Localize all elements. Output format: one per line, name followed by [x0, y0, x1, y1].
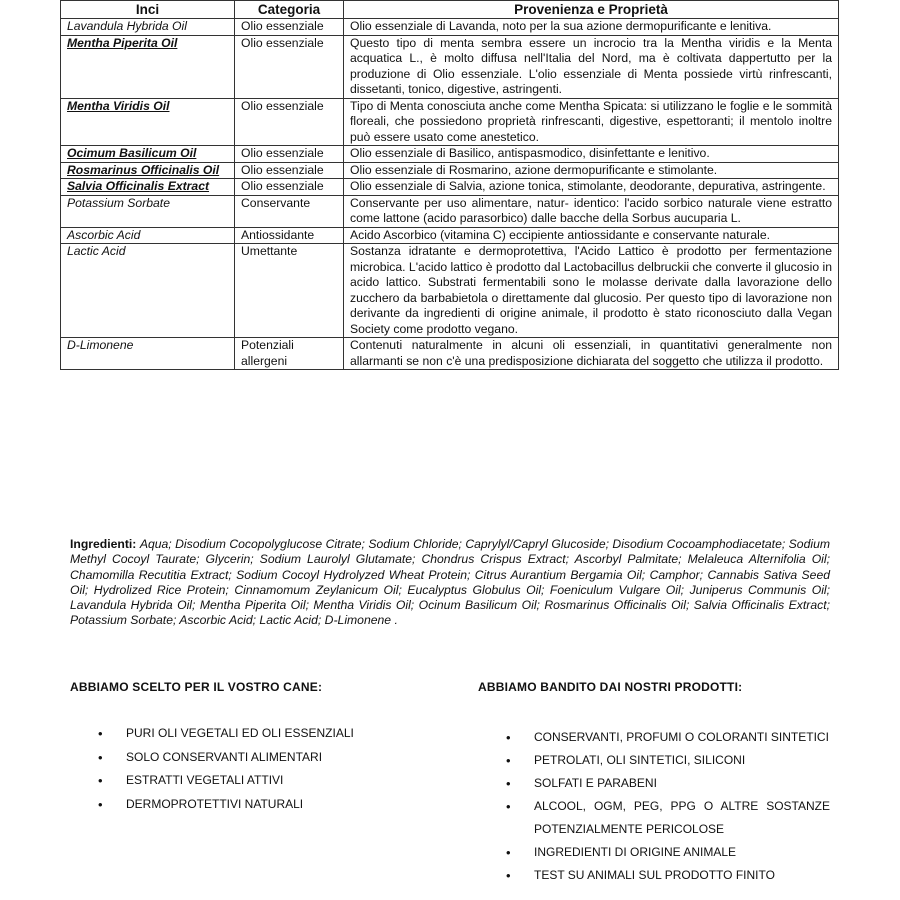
table-row	[61, 195, 839, 227]
categoria-cell: Umettante	[235, 244, 344, 338]
table-row	[61, 19, 839, 36]
descrizione-cell: Sostanza idratante e dermoprotettiva, l'Acido Lattico è prodotto per fermentazione microbica. L'acido lattico è prodotto dal Lactobacillus delbruckii che converte il glucosio in acido lattico. Substrati fermentabili sono le molasse derivate dalla lavorazione dello zucchero da barbabietola o direttamente dal glucosio. Per questo tipo di lavorazione non derivante da ingredienti di origine animale, il prodotto è stato riconosciuto dalla Vegan Society come prodotto vegano.	[344, 244, 839, 338]
table-row	[61, 227, 839, 244]
descrizione-cell: Contenuti naturalmente in alcuni oli essenziali, in quantitativi generalmente non allarmanti se non c'è una predisposizione dichiarata del soggetto che utilizza il prodotto.	[344, 338, 839, 370]
chosen-list	[98, 726, 428, 820]
header-inci: Inci	[61, 1, 235, 19]
descrizione-cell: Acido Ascorbico (vitamina C) eccipiente antiossidante e conservante naturale.	[344, 227, 839, 244]
list-item: • CONSERVANTI, PROFUMI O COLORANTI SINTETICI	[506, 726, 830, 749]
table-row	[61, 244, 839, 338]
descrizione-cell: Tipo di Menta conosciuta anche come Mentha Spicata: si utilizzano le foglie e le sommità floreali, che possiedono proprietà rinfrescanti, digestive, espettoranti; il mentolo inoltre può essere usato come anestetico.	[344, 98, 839, 146]
table-row	[61, 338, 839, 370]
list-item: • PETROLATI, OLI SINTETICI, SILICONI	[506, 749, 830, 772]
ingredients-paragraph	[70, 537, 830, 629]
categoria-cell: Olio essenziale	[235, 98, 344, 146]
list-item: • ALCOOL, OGM, PEG, PPG O ALTRE SOSTANZE POTENZIALMENTE PERICOLOSE	[506, 795, 830, 841]
list-item: • TEST SU ANIMALI SUL PRODOTTO FINITO	[506, 864, 830, 887]
categoria-cell: Olio essenziale	[235, 19, 344, 36]
categoria-cell: Conservante	[235, 195, 344, 227]
categoria-cell: Olio essenziale	[235, 179, 344, 196]
inci-cell: Lavandula Hybrida Oil	[61, 19, 235, 36]
list-item: • PURI OLI VEGETALI ED OLI ESSENZIALI	[98, 726, 428, 750]
inci-cell: D-Limonene	[61, 338, 235, 370]
categoria-cell: Olio essenziale	[235, 35, 344, 98]
inci-cell: Potassium Sorbate	[61, 195, 235, 227]
list-item: • SOLFATI E PARABENI	[506, 772, 830, 795]
table-body	[61, 19, 839, 370]
table-row	[61, 146, 839, 163]
descrizione-cell: Olio essenziale di Salvia, azione tonica, stimolante, deodorante, depurativa, astringente.	[344, 179, 839, 196]
table-header-row	[61, 1, 839, 19]
table-row	[61, 35, 839, 98]
list-item: • INGREDIENTI DI ORIGINE ANIMALE	[506, 841, 830, 864]
categoria-cell: Potenziali allergeni	[235, 338, 344, 370]
inci-cell: Rosmarinus Officinalis Oil	[61, 162, 235, 179]
categoria-cell: Antiossidante	[235, 227, 344, 244]
chosen-title: ABBIAMO SCELTO PER IL VOSTRO CANE:	[70, 680, 323, 694]
inci-cell: Ascorbic Acid	[61, 227, 235, 244]
ingredients-label: Ingredienti:	[70, 537, 137, 551]
ingredients-text: Aqua; Disodium Cocopolyglucose Citrate; Sodium Chloride; Caprylyl/Capryl Glucoside; Disodium Cocoamphodiacetate; Sodium Methyl Cocoyl Taurate; Glycerin; Sodium Laurolyl Glutamate; Chondrus Crispus Extract; Ascorbyl Palmitate; Melaleuca Alternifolia Oil; Chamomilla Recutitia Extract; Sodium Cocoyl Hydrolyzed Wheat Protein; Citrus Aurantium Bergamia Oil; Camphor; Cannabis Sativa Seed Oil; Hydrolized Rice Protein; Cinnamomum Zeylanicum Oil; Eucalyptus Globulus Oil; Foeniculum Vulgare Oil; Juniperus Communis Oil; Lavandula Hybrida Oil; Mentha Piperita Oil; Mentha Viridis Oil; Ocinum Basilicum Oil; Rosmarinus Officinalis Oil; Salvia Officinalis Extract; Potassium Sorbate; Ascorbic Acid; Lactic Acid; D-Limonene .	[70, 537, 831, 628]
banned-list	[506, 726, 830, 887]
descrizione-cell: Conservante per uso alimentare, natur- identico: l'acido sorbico naturale viene estratto come lattone (acido parasorbico) dalle bacche della Sorbus aucuparia L.	[344, 195, 839, 227]
banned-title: ABBIAMO BANDITO DAI NOSTRI PRODOTTI:	[478, 680, 743, 694]
list-item: • SOLO CONSERVANTI ALIMENTARI	[98, 750, 428, 774]
inci-cell: Lactic Acid	[61, 244, 235, 338]
inci-cell: Mentha Piperita Oil	[61, 35, 235, 98]
list-item: • DERMOPROTETTIVI NATURALI	[98, 797, 428, 821]
table-row	[61, 98, 839, 146]
header-provenienza: Provenienza e Proprietà	[344, 1, 839, 19]
inci-cell: Salvia Officinalis Extract	[61, 179, 235, 196]
inci-cell: Ocimum Basilicum Oil	[61, 146, 235, 163]
descrizione-cell: Questo tipo di menta sembra essere un incrocio tra la Mentha viridis e la Menta acquatica L., è molto diffusa nell'Italia del Nord, ma è coltivata dappertutto per la produzione di Olio essenziale. L'olio essenziale di Menta possiede virtù rinfrescanti, dissetanti, tonico, digestive, astringenti.	[344, 35, 839, 98]
categoria-cell: Olio essenziale	[235, 162, 344, 179]
header-categoria: Categoria	[235, 1, 344, 19]
inci-table	[60, 0, 839, 370]
descrizione-cell: Olio essenziale di Basilico, antispasmodico, disinfettante e lenitivo.	[344, 146, 839, 163]
table-row	[61, 179, 839, 196]
inci-cell: Mentha Viridis Oil	[61, 98, 235, 146]
categoria-cell: Olio essenziale	[235, 146, 344, 163]
descrizione-cell: Olio essenziale di Rosmarino, azione dermopurificante e stimolante.	[344, 162, 839, 179]
table-row	[61, 162, 839, 179]
descrizione-cell: Olio essenziale di Lavanda, noto per la sua azione dermopurificante e lenitiva.	[344, 19, 839, 36]
list-item: • ESTRATTI VEGETALI ATTIVI	[98, 773, 428, 797]
